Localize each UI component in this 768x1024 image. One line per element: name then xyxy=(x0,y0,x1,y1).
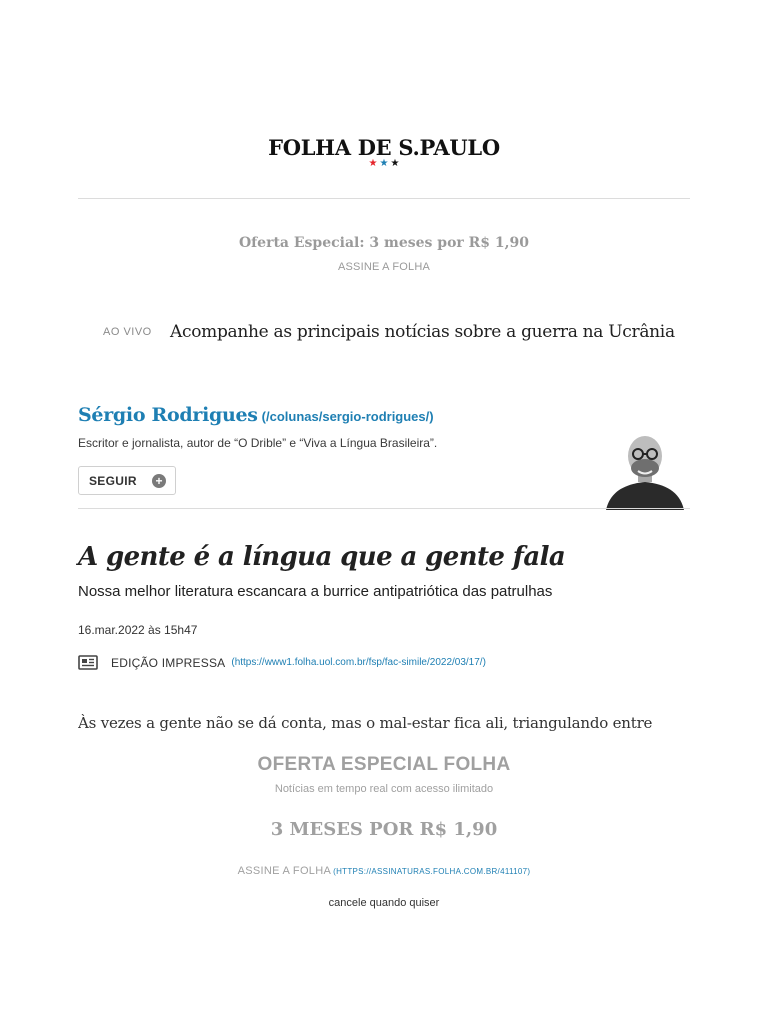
paywall-price: 3 MESES POR R$ 1,90 xyxy=(270,819,498,840)
follow-button[interactable] xyxy=(78,466,176,495)
article-body: Às vezes a gente não se dá conta, mas o mal-estar fica ali, triangulando entre xyxy=(78,714,653,732)
author-url[interactable]: (/colunas/sergio-rodrigues/) xyxy=(261,409,434,424)
newspaper-icon xyxy=(78,655,98,670)
paywall-cta[interactable] xyxy=(0,864,768,879)
paywall-cancel-note: cancele quando quiser xyxy=(328,897,440,909)
author-name[interactable]: Sérgio Rodrigues xyxy=(78,404,258,426)
article-date: 16.mar.2022 às 15h47 xyxy=(78,623,198,637)
author-bio: Escritor e jornalista, autor de “O Drible” e “Viva a Língua Brasileira”. xyxy=(78,436,438,450)
article-title: A gente é a língua que a gente fala xyxy=(78,542,566,572)
plus-circle-icon: + xyxy=(152,474,166,488)
paywall-cta-label[interactable]: ASSINE A FOLHA xyxy=(237,865,332,877)
star-red-icon: ★ xyxy=(368,158,378,169)
star-black-icon: ★ xyxy=(390,158,400,169)
follow-label: SEGUIR xyxy=(89,473,137,488)
print-edition-url[interactable]: (https://www1.folha.uol.com.br/fsp/fac-simile/2022/03/17/) xyxy=(231,657,486,668)
author-card xyxy=(78,404,690,510)
article-subtitle: Nossa melhor literatura escancara a burrice antipatriótica das patrulhas xyxy=(78,583,553,600)
live-badge: AO VIVO xyxy=(103,326,152,338)
print-edition xyxy=(78,655,486,670)
author-heading xyxy=(78,404,690,426)
header-divider xyxy=(78,198,690,199)
paywall-subtitle: Notícias em tempo real com acesso ilimitado xyxy=(274,783,494,795)
subscribe-link[interactable]: ASSINE A FOLHA xyxy=(337,261,431,273)
live-news-link[interactable]: Acompanhe as principais notícias sobre a guerra na Ucrânia xyxy=(170,322,675,342)
site-header xyxy=(0,136,768,169)
star-blue-icon: ★ xyxy=(379,158,389,169)
logo-stars xyxy=(0,159,768,169)
promo-title[interactable]: Oferta Especial: 3 meses por R$ 1,90 xyxy=(238,235,530,251)
folha-logo[interactable]: FOLHA DE S.PAULO xyxy=(268,135,500,160)
author-divider xyxy=(78,508,690,509)
print-edition-label[interactable]: EDIÇÃO IMPRESSA xyxy=(111,655,226,670)
author-avatar xyxy=(602,424,688,510)
paywall-title: OFERTA ESPECIAL FOLHA xyxy=(257,754,511,775)
live-news-bar xyxy=(103,322,675,342)
promo-banner xyxy=(0,234,768,274)
paywall-cta-url[interactable]: (HTTPS://ASSINATURAS.FOLHA.COM.BR/411107) xyxy=(333,867,531,876)
paywall-offer xyxy=(0,752,768,910)
